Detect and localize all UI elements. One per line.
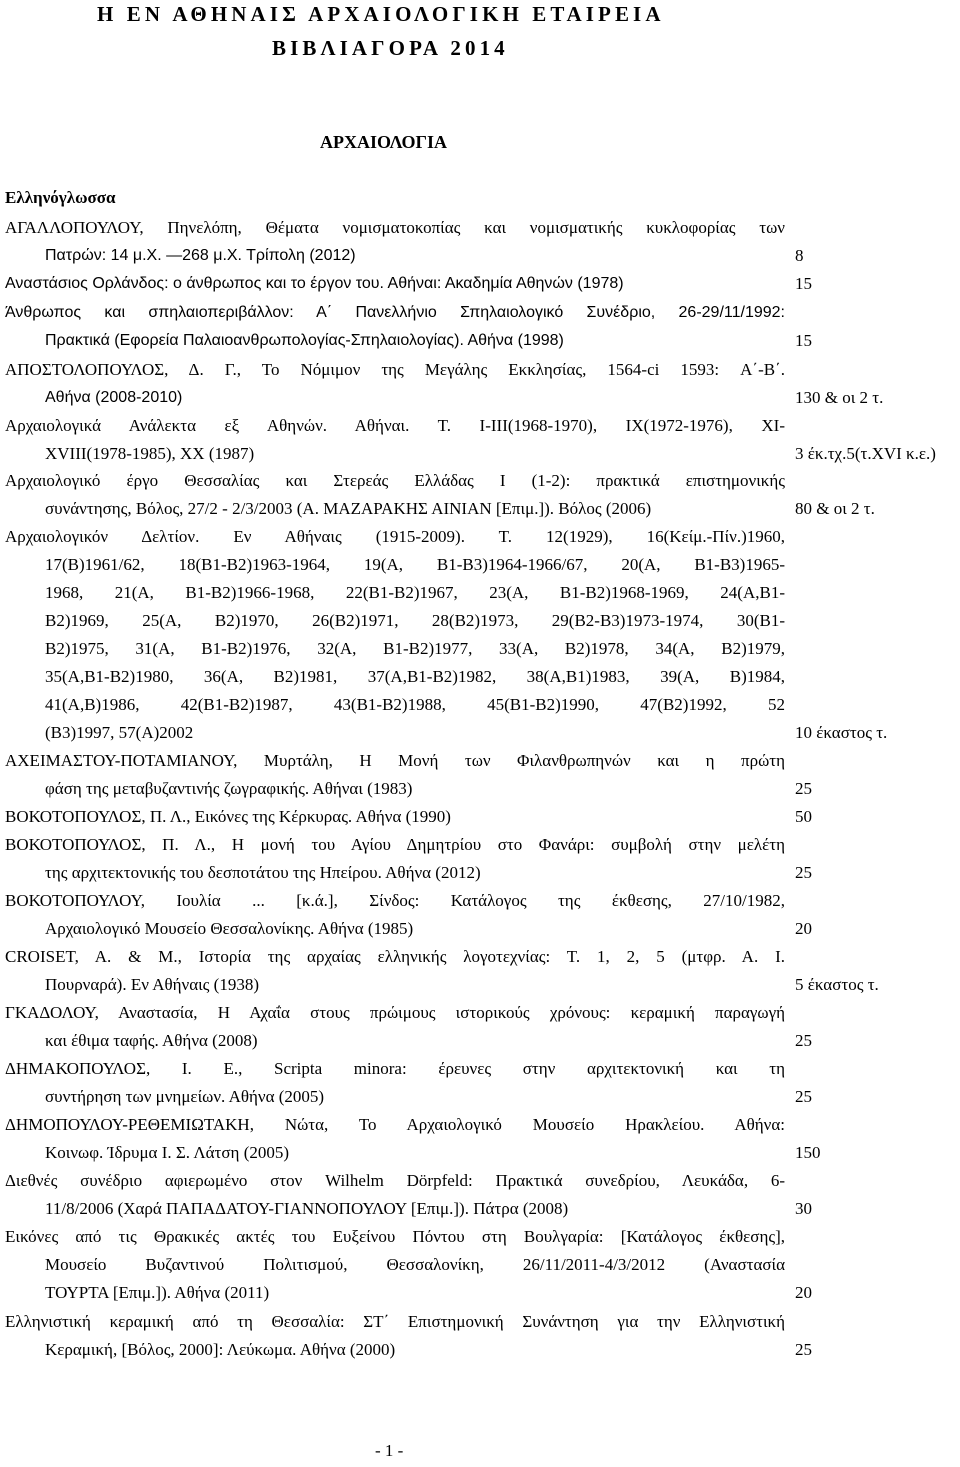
entry-line: Πουρναρά). Εν Αθήναις (1938): [45, 975, 259, 994]
entry-line: Διεθνές συνέδριο αφιερωμένο στον Wilhelm Dörpfeld: Πρακτικά συνεδρίου, Λευκάδα, 6-: [5, 1171, 785, 1190]
entry-line: ΤΟΥΡΤΑ [Επιμ.]). Αθήνα (2011): [45, 1283, 270, 1302]
entry-line: CROISET, A. & M., Ιστορία της αρχαίας ελληνικής λογοτεχνίας: Τ. 1, 2, 5 (μτφρ. Α. Ι.: [5, 947, 785, 966]
entry-line: ΑΧΕΙΜΑΣΤΟΥ-ΠΟΤΑΜΙΑΝΟΥ, Μυρτάλη, Η Μονή των Φιλανθρωπηνών και η πρώτη: [5, 751, 785, 770]
section-heading: ΑΡΧΑΙΟΛΟΓΙΑ: [320, 132, 447, 152]
entry-line: ΑΓΑΛΛΟΠΟΥΛΟΥ, Πηνελόπη, Θέματα νομισματοκοπίας και νομισματικής κυκλοφορίας των: [5, 218, 785, 237]
entry-price: 25: [795, 1031, 812, 1050]
entry-line: ΓΚΑΔΟΛΟΥ, Αναστασία, Η Αχαΐα στους πρώιμους ιστορικούς χρόνους: κεραμική παραγωγή: [5, 1003, 785, 1022]
entry-price: 25: [795, 779, 812, 798]
entry-line: Αρχαιολογικά Ανάλεκτα εξ Αθηνών. Αθήναι. Τ. I-III(1968-1970), IX(1972-1976), XI-: [5, 416, 785, 435]
entry-price: 3 έκ.τχ.5(τ.XVI κ.ε.): [795, 444, 936, 463]
entry-price: 20: [795, 919, 812, 938]
entry-line: Κεραμική, [Βόλος, 2000]: Λεύκωμα. Αθήνα (2000): [45, 1340, 396, 1359]
entry-line: Αρχαιολογικό έργο Θεσσαλίας και Στερεάς Ελλάδας Ι (1-2): πρακτικά επιστημονικής: [5, 471, 785, 490]
entry-line: Ελληνιστική κεραμική από τη Θεσσαλία: ΣΤ΄ Επιστημονική Συνάντηση για την Ελληνιστική: [5, 1312, 785, 1331]
entry-line: ΔΗΜΑΚΟΠΟΥΛΟΣ, Ι. Ε., Scripta minora: έρευνες στην αρχιτεκτονική και τη: [5, 1059, 785, 1078]
entry-line: συνάντησης, Βόλος, 27/2 - 2/3/2003 (Α. ΜΑΖΑΡΑΚΗΣ ΑΙΝΙΑΝ [Επιμ.]). Βόλος (2006): [45, 499, 652, 518]
subsection-heading: Ελληνόγλωσσα: [5, 188, 116, 207]
entry-line: ΑΠΟΣΤΟΛΟΠΟΥΛΟΣ, Δ. Γ., Το Νόμιμον της Μεγάλης Εκκλησίας, 1564-ci 1593: Α΄-Β΄.: [5, 360, 785, 379]
entry-line: ΒΟΚΟΤΟΠΟΥΛΟΣ, Π. Λ., Εικόνες της Κέρκυρας. Αθήνα (1990): [5, 807, 451, 826]
entry-price: 25: [795, 863, 812, 882]
society-heading: Η ΕΝ ΑΘΗΝΑΙΣ ΑΡΧΑΙΟΛΟΓΙΚΗ ΕΤΑΙΡΕΙΑ: [97, 2, 665, 26]
page-number: - 1 -: [375, 1441, 404, 1460]
entry-line: Αρχαιολογικόν Δελτίον. Εν Αθήναις (1915-2009). Τ. 12(1929), 16(Κείμ.-Πίν.)1960,: [5, 527, 785, 546]
entry-price: 50: [795, 807, 812, 826]
entry-line: της αρχιτεκτονικής του δεσποτάτου της Ηπείρου. Αθήνα (2012): [45, 863, 481, 882]
entry-price: 20: [795, 1283, 812, 1302]
entry-price: 150: [795, 1143, 821, 1162]
entry-line: ΒΟΚΟΤΟΠΟΥΛΟΣ, Π. Λ., Η μονή του Αγίου Δημητρίου στο Φανάρι: συμβολή στην μελέτη: [5, 835, 785, 854]
catalogue-title: ΒΙΒΛΙΑΓΟΡΑ 2014: [272, 36, 509, 60]
entry-line: Πρακτικά (Εφορεία Παλαιοανθρωπολογίας-Σπηλαιολογίας). Αθήνα (1998): [45, 332, 564, 349]
entry-line: ΒΟΚΟΤΟΠΟΥΛΟΥ, Ιουλία ... [κ.ά.], Σίνδος: Κατάλογος της έκθεσης, 27/10/1982,: [5, 891, 785, 910]
entry-line: 1968, 21(Α, Β1-Β2)1966-1968, 22(Β1-Β2)1967, 23(Α, Β1-Β2)1968-1969, 24(Α,Β1-: [45, 583, 785, 602]
entry-line: Β2)1975, 31(Α, Β1-Β2)1976, 32(Α, Β1-Β2)1977, 33(Α, Β2)1978, 34(Α, Β2)1979,: [45, 639, 785, 658]
entry-price: 15: [795, 274, 812, 293]
entry-line: Β2)1969, 25(Α, Β2)1970, 26(Β2)1971, 28(Β2)1973, 29(Β2-Β3)1973-1974, 30(Β1-: [45, 611, 785, 630]
entry-line: Μουσείο Βυζαντινού Πολιτισμού, Θεσσαλονίκη, 26/11/2011-4/3/2012 (Αναστασία: [45, 1255, 785, 1274]
entry-line: 35(Α,Β1-Β2)1980, 36(Α, Β2)1981, 37(Α,Β1-Β2)1982, 38(Α,Β1)1983, 39(Α, Β)1984,: [45, 667, 785, 686]
entry-line: Κοινωφ. Ίδρυμα Ι. Σ. Λάτση (2005): [45, 1143, 290, 1162]
entry-line: φάση της μεταβυζαντινής ζωγραφικής. Αθήναι (1983): [45, 779, 413, 798]
entry-line: 41(Α,Β)1986, 42(Β1-Β2)1987, 43(Β1-Β2)1988, 45(Β1-Β2)1990, 47(Β2)1992, 52: [45, 695, 785, 714]
entry-line: Άνθρωπος και σπηλαιοπεριβάλλον: Α΄ Πανελλήνιο Σπηλαιολογικό Συνέδριο, 26-29/11/1992:: [5, 304, 785, 321]
entry-price: 25: [795, 1340, 812, 1359]
entry-line: Αναστάσιος Ορλάνδος: ο άνθρωπος και το έργον του. Αθήναι: Ακαδημία Αθηνών (1978): [5, 275, 624, 292]
entry-price: 25: [795, 1087, 812, 1106]
entry-line: Αθήνα (2008-2010): [45, 389, 183, 406]
entry-price: 15: [795, 331, 812, 350]
entry-line: (Β3)1997, 57(Α)2002: [45, 723, 194, 742]
entry-line: Αρχαιολογικό Μουσείο Θεσσαλονίκης. Αθήνα (1985): [45, 919, 414, 938]
entry-line: XVIII(1978-1985), XX (1987): [45, 444, 255, 463]
entry-line: Εικόνες από τις Θρακικές ακτές του Ευξείνου Πόντου στη Βουλγαρία: [Κατάλογος έκθεσης],: [5, 1227, 785, 1246]
entry-line: και έθιμα ταφής. Αθήνα (2008): [45, 1031, 258, 1050]
entry-price: 5 έκαστος τ.: [795, 975, 879, 994]
entry-price: 10 έκαστος τ.: [795, 723, 888, 742]
entry-line: Πατρών: 14 μ.Χ. ―268 μ.Χ. Τρίπολη (2012): [45, 247, 356, 264]
entry-line: ΔΗΜΟΠΟΥΛΟΥ-ΡΕΘΕΜΙΩΤΑΚΗ, Νώτα, Το Αρχαιολογικό Μουσείο Ηρακλείου. Αθήνα:: [5, 1115, 785, 1134]
entry-line: 17(Β)1961/62, 18(Β1-Β2)1963-1964, 19(Α, Β1-Β3)1964-1966/67, 20(Α, Β1-Β3)1965-: [45, 555, 785, 574]
entry-price: 80 & οι 2 τ.: [795, 499, 875, 518]
entry-line: 11/8/2006 (Χαρά ΠΑΠΑΔΑΤΟΥ-ΓΙΑΝΝΟΠΟΥΛΟΥ [Επιμ.]). Πάτρα (2008): [45, 1199, 569, 1218]
entry-price: 130 & οι 2 τ.: [795, 388, 884, 407]
entry-line: συντήρηση των μνημείων. Αθήνα (2005): [45, 1087, 325, 1106]
entry-price: 8: [795, 246, 804, 265]
entry-price: 30: [795, 1199, 812, 1218]
